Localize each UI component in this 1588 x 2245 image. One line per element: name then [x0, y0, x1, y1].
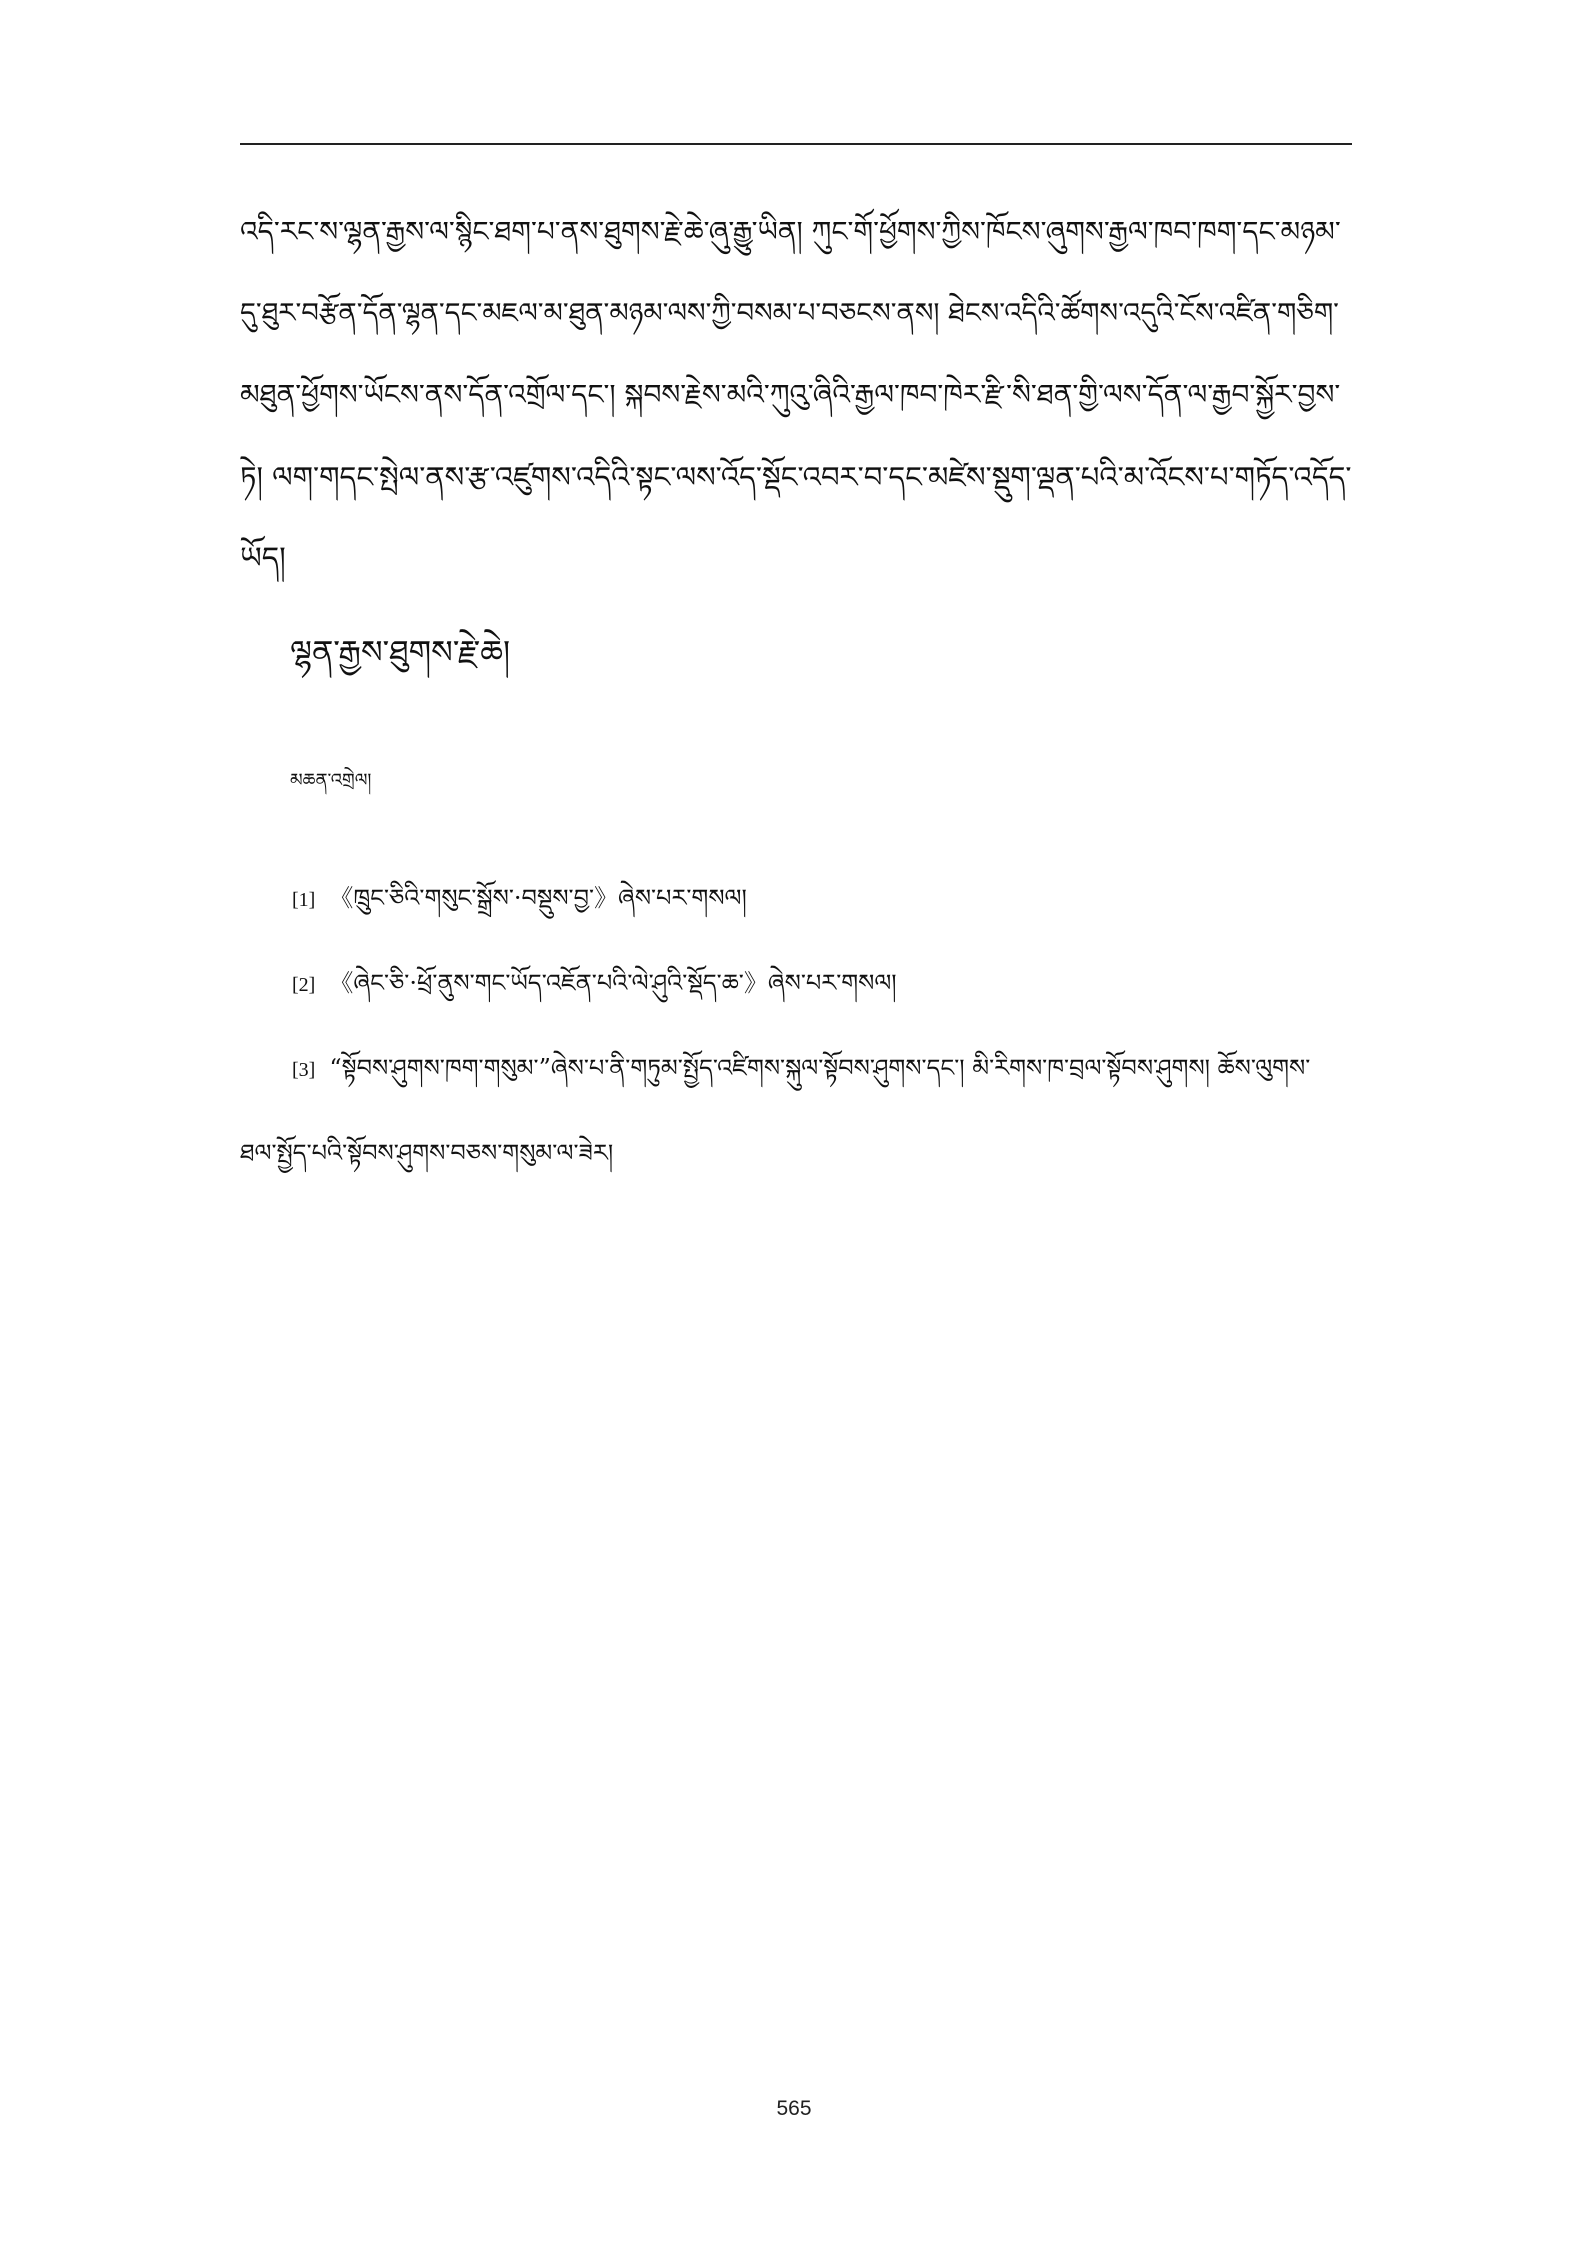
note-item-1	[292, 881, 747, 917]
paragraph-line: དུ་ཐུར་བརྩོན་དོན་ལྷན་དང་མཇལ་མ་ཐུན་མཉམ་ལས་ཀྱི་བསམ་པ་བཅངས་ནས། ཐེངས་འདིའི་ཚོགས་འདུའི་ངོས་འཛིན་གཅིག་	[240, 297, 1339, 329]
note-item-3	[292, 1051, 1310, 1087]
paragraph-line: མཐུན་ཕྱོགས་ཡོངས་ནས་དོན་འགྲོལ་དང་། སྐབས་རྗེས་མའི་ཀུའུ་ཞིའི་རྒྱལ་ཁབ་ཁེར་རྫི་སི་ཐན་གྱི་ལས་དོན་ལ་རྒྱབ་སྐྱོར་བྱས་	[240, 378, 1341, 411]
note-number: [2]	[292, 974, 316, 996]
page-number: 565	[776, 2097, 812, 2120]
note-text: 《ཞེང་ཅི་·ཕྲོ་ནུས་གང་ཡོད་འཇོན་པའི་ལེ་ཤུའི་སྡོད་ཆ་》ཞེས་པར་གསལ།	[329, 969, 897, 997]
header-rule	[240, 143, 1352, 145]
paragraph-line: ཏེ། ལག་གདང་སྤེལ་ནས་རྩ་འཛུགས་འདིའི་སྟང་ལས་འོད་སྡོང་འབར་བ་དང་མཛེས་སྡུག་ལྡན་པའི་མ་འོངས་པ་གཏོད་འདོད་	[240, 460, 1352, 494]
note-text: “སྟོབས་ཤུགས་ཁག་གསུམ་”ཞེས་པ་ནི་གཏུམ་སྤྱོད་འཛིགས་སྐུལ་སྟོབས་ཤུགས་དང་། མི་རིགས་ཁ་བྲལ་སྟོབས་ཤུགས། ཆོས་ལུགས་	[329, 1054, 1311, 1082]
note-text: 《ཁྲུང་ཅིའི་གསུང་སྒྲོས་·བསྡུས་བྱ་》ཞེས་པར་གསལ།	[329, 884, 747, 912]
note-text: ཐལ་སྤྱོད་པའི་སྟོབས་ཤུགས་བཅས་གསུམ་ལ་ཟེར།	[240, 1139, 614, 1167]
closing-heading: ལྷན་རྒྱས་ཐུགས་རྗེ་ཆེ།	[290, 633, 511, 671]
note-item-2	[292, 966, 897, 1002]
note-number: [3]	[292, 1059, 316, 1081]
paragraph-line: ཡོད།	[240, 541, 286, 576]
note-number: [1]	[292, 889, 316, 911]
note-item-3-continued	[240, 1136, 613, 1170]
notes-label: མཆན་འགྲེལ།	[290, 770, 372, 791]
paragraph-line: འདི་རང་ས་ལྷན་རྒྱས་ལ་སྙིང་ཐག་པ་ནས་ཐུགས་རྗེ་ཆེ་ཞུ་རྒྱུ་ཡིན། ཀུང་གོ་ཕྱོགས་ཀྱིས་ཁོངས་ཞུགས་རྒྱལ་ཁབ་ཁག་དང་མཉམ་	[240, 215, 1341, 248]
